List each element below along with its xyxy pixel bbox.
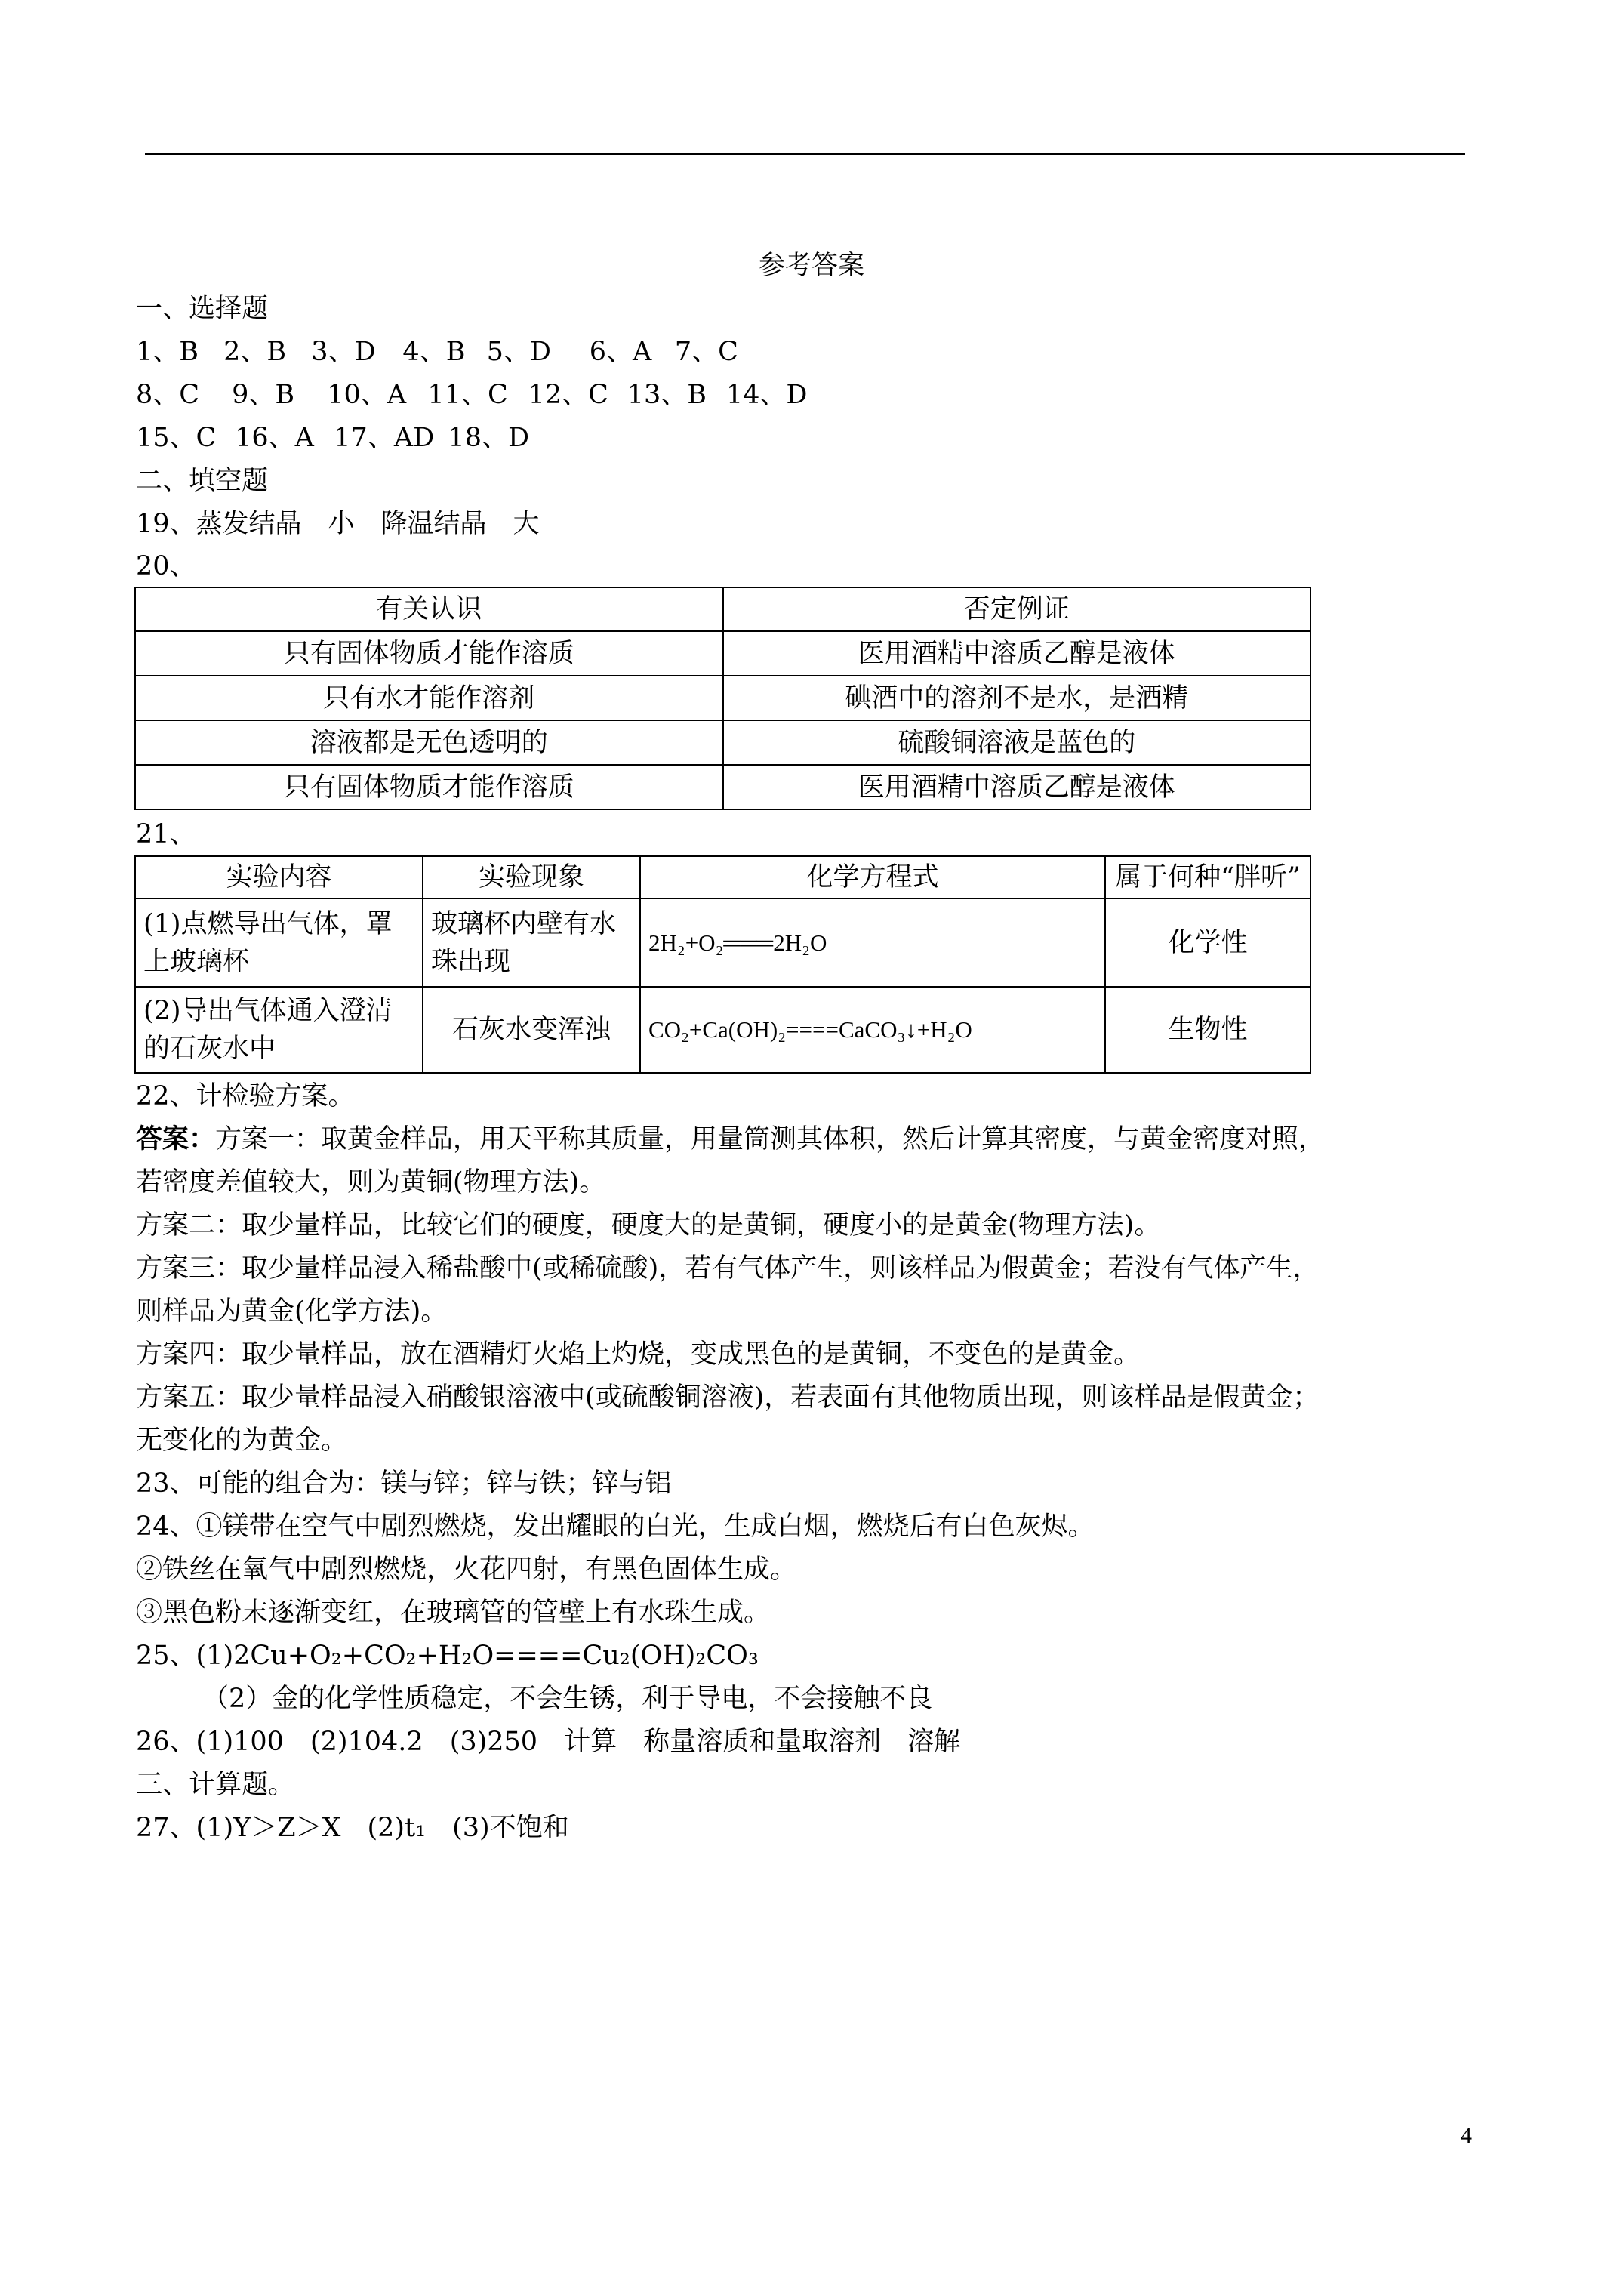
choice-answer: 17、AD [334,423,435,453]
choice-answers-row-1 [136,331,738,373]
table-header: 属于何种“胖听” [1105,856,1310,898]
table-cell: 石灰水变浑浊 [423,987,640,1073]
answer-23: 23、可能的组合为：镁与锌；锌与铁；锌与铝 [136,1469,672,1499]
answer-22-plan-3a: 方案三：取少量样品浸入稀盐酸中(或稀硫酸)，若有气体产生，则该样品为假黄金；若没有气体产生， [136,1253,1320,1284]
table-cell: 溶液都是无色透明的 [135,720,723,765]
table-header: 实验内容 [135,856,423,898]
table-header: 化学方程式 [640,856,1105,898]
page-number: 4 [1461,2123,1472,2148]
section-heading-choice: 一、选择题 [136,294,269,324]
answer-label: 答案： [136,1123,216,1154]
choice-answer: 16、A [235,423,314,453]
table-20 [134,587,1311,810]
choice-answer: 12、C [528,380,608,410]
choice-answer: 11、C [427,380,508,410]
choice-answer: 14、D [725,380,808,410]
table-header-row [135,587,1310,631]
table-row [135,765,1310,809]
answer-24-1: 24、①镁带在空气中剧烈燃烧，发出耀眼的白光，生成白烟，燃烧后有白色灰烬。 [136,1512,1095,1542]
choice-answer: 13、B [627,380,707,410]
choice-answer: 5、D [486,337,551,367]
table-21 [134,855,1311,1074]
table-cell: 化学性 [1105,898,1310,987]
answer-25-2: （2）金的化学性质稳定，不会生锈，利于导电，不会接触不良 [202,1684,933,1714]
table-cell: (1)点燃导出气体，罩上玻璃杯 [135,898,423,987]
answer-26: 26、(1)100 (2)104.2 (3)250 计算 称量溶质和量取溶剂 溶解 [136,1727,961,1757]
choice-answer: 18、D [448,423,530,453]
answer-24-2: ②铁丝在氧气中剧烈燃烧，火花四射，有黑色固体生成。 [136,1555,797,1585]
choice-answer: 8、C [136,380,200,410]
table-header-row [135,856,1310,898]
table-header: 有关认识 [135,587,723,631]
answer-22-plan-2: 方案二：取少量样品，比较它们的硬度，硬度大的是黄铜，硬度小的是黄金(物理方法)。 [136,1210,1161,1240]
table-row [135,987,1310,1073]
answer-21-label: 21、 [136,819,196,849]
answer-22-plan-4: 方案四：取少量样品，放在酒精灯火焰上灼烧，变成黑色的是黄铜，不变色的是黄金。 [136,1339,1141,1370]
answer-24-3: ③黑色粉末逐渐变红，在玻璃管的管壁上有水珠生成。 [136,1598,771,1628]
choice-answer: 2、B [223,337,287,367]
answer-27: 27、(1)Y＞Z＞X (2)t₁ (3)不饱和 [136,1813,569,1843]
equation-cell: CO₂+Ca(OH)₂====CaCO₃↓+H₂O [640,987,1105,1073]
choice-answer: 10、A [327,380,407,410]
answer-19: 19、蒸发结晶 小 降温结晶 大 [136,509,540,539]
section-heading-calc: 三、计算题。 [136,1770,295,1800]
table-cell: (2)导出气体通入澄清的石灰水中 [135,987,423,1073]
choice-answer: 1、B [136,337,199,367]
answer-22-plan-5b: 无变化的为黄金。 [136,1425,348,1456]
table-cell: 医用酒精中溶质乙醇是液体 [723,631,1311,676]
answer-22-plan-1a [136,1118,1325,1160]
choice-answer: 4、B [402,337,466,367]
table-row [135,898,1310,987]
table-cell: 只有固体物质才能作溶质 [135,631,723,676]
plan-text: 方案一：取黄金样品，用天平称其质量，用量筒测其体积，然后计算其密度，与黄金密度对照， [215,1124,1326,1154]
answer-22-plan-1b: 若密度差值较大，则为黄铜(物理方法)。 [136,1167,606,1197]
choice-answer: 3、D [311,337,376,367]
table-row [135,720,1310,765]
table-cell: 玻璃杯内壁有水珠出现 [423,898,640,987]
table-row [135,676,1310,720]
table-header: 实验现象 [423,856,640,898]
choice-answer: 9、B [232,380,295,410]
table-cell: 只有固体物质才能作溶质 [135,765,723,809]
choice-answer: 6、A [589,337,652,367]
table-cell: 只有水才能作溶剂 [135,676,723,720]
answer-25-1: 25、(1)2Cu+O₂+CO₂+H₂O====Cu₂(OH)₂CO₃ [136,1641,759,1671]
page-title: 参考答案 [758,251,864,281]
table-cell: 生物性 [1105,987,1310,1073]
header-rule [145,153,1465,155]
equation-cell: 2H₂+O₂═══2H₂O [640,898,1105,987]
answer-22-plan-3b: 则样品为黄金(化学方法)。 [136,1296,448,1327]
choice-answers-row-3 [136,417,529,459]
table-header: 否定例证 [723,587,1311,631]
table-cell: 医用酒精中溶质乙醇是液体 [723,765,1311,809]
answer-22-plan-5a: 方案五：取少量样品浸入硝酸银溶液中(或硫酸铜溶液)，若表面有其他物质出现，则该样品是假黄金； [136,1382,1320,1413]
answer-20-label: 20、 [136,551,196,581]
table-cell: 碘酒中的溶剂不是水，是酒精 [723,676,1311,720]
section-heading-fill: 二、填空题 [136,466,269,496]
table-row [135,631,1310,676]
answer-22-label: 22、计检验方案。 [136,1081,355,1111]
choice-answer: 15、C [136,423,217,453]
choice-answers-row-2 [136,374,807,416]
table-cell: 硫酸铜溶液是蓝色的 [723,720,1311,765]
choice-answer: 7、C [674,337,738,367]
